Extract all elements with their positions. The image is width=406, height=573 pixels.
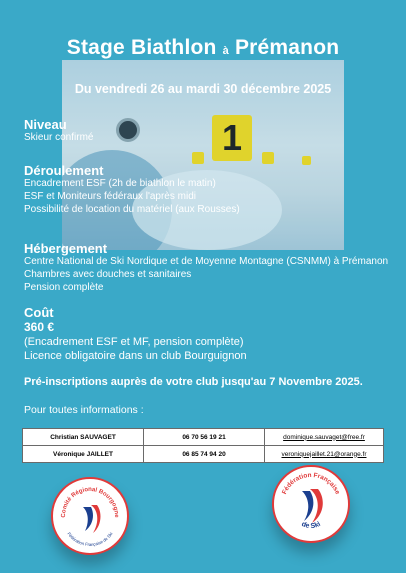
- deroulement-line: ESF et Moniteurs fédéraux l'après midi: [24, 191, 196, 202]
- contact-phone: 06 85 74 94 20: [144, 446, 265, 463]
- deroulement-heading: Déroulement: [24, 163, 104, 178]
- rifle-scope-icon: [116, 118, 140, 142]
- federation-francaise-de-ski-logo: [272, 465, 350, 543]
- logo-left-blue-swoosh: [83, 507, 93, 531]
- deroulement-line: Encadrement ESF (2h de biathlon le matin): [24, 178, 216, 189]
- deroulement-line: Possibilité de location du matériel (aux Rousses): [24, 204, 240, 215]
- contact-phone: 06 70 56 19 21: [144, 429, 265, 446]
- title-place: Prémanon: [234, 36, 340, 59]
- cout-heading: Coût: [24, 305, 54, 320]
- page-title: [0, 36, 406, 60]
- svg-text:Fédération Française: [281, 472, 341, 496]
- comite-regional-bourgogne-logo: [51, 477, 129, 555]
- title-main: Stage Biathlon: [66, 36, 217, 59]
- target-marker-icon: [262, 152, 274, 164]
- cout-line: (Encadrement ESF et MF, pension complète): [24, 336, 244, 348]
- preinscription-text: Pré-inscriptions auprès de votre club jusqu'au 7 Novembre 2025.: [24, 376, 363, 388]
- target-marker-icon: [302, 156, 311, 165]
- niveau-text: Skieur confirmé: [24, 132, 94, 143]
- niveau-heading: Niveau: [24, 117, 67, 132]
- contact-row: [23, 429, 384, 446]
- contact-email[interactable]: dominique.sauvaget@free.fr: [265, 429, 384, 446]
- contact-email[interactable]: veroniquejaillet.21@orange.fr: [265, 446, 384, 463]
- target-marker-icon: [192, 152, 204, 164]
- title-connector: à: [222, 45, 229, 57]
- svg-text:Fédération Française de Ski: [66, 531, 113, 547]
- dates-subtitle: Du vendredi 26 au mardi 30 décembre 2025: [74, 82, 332, 96]
- hebergement-heading: Hébergement: [24, 241, 108, 256]
- contacts-table: [22, 428, 384, 463]
- logo-right-blue-swoosh: [302, 491, 313, 521]
- logo-left-graphic: [53, 479, 127, 553]
- logo-left-bottom-text: Fédération Française de Ski: [66, 531, 114, 548]
- logo-right-top-text: Fédération Française: [281, 471, 341, 496]
- info-label: Pour toutes informations :: [24, 404, 144, 416]
- contact-name: Véronique JAILLET: [23, 446, 144, 463]
- logo-left-top-text: Comité Régional Bourgogne: [60, 487, 120, 518]
- contact-row: [23, 446, 384, 463]
- lane-number: 1: [221, 117, 243, 158]
- hebergement-line: Centre National de Ski Nordique et de Moyenne Montagne (CSNMM) à Prémanon: [24, 256, 389, 267]
- contact-name: Christian SAUVAGET: [23, 429, 144, 446]
- cout-line: Licence obligatoire dans un club Bourguignon: [24, 350, 247, 362]
- lane-number-sign: [212, 115, 252, 161]
- hebergement-line: Pension complète: [24, 282, 104, 293]
- logo-right-graphic: [274, 467, 348, 541]
- cout-price: 360 €: [24, 320, 55, 334]
- svg-text:de Ski: [300, 521, 322, 530]
- hebergement-line: Chambres avec douches et sanitaires: [24, 269, 192, 280]
- logo-right-bottom-text: de Ski: [300, 520, 322, 531]
